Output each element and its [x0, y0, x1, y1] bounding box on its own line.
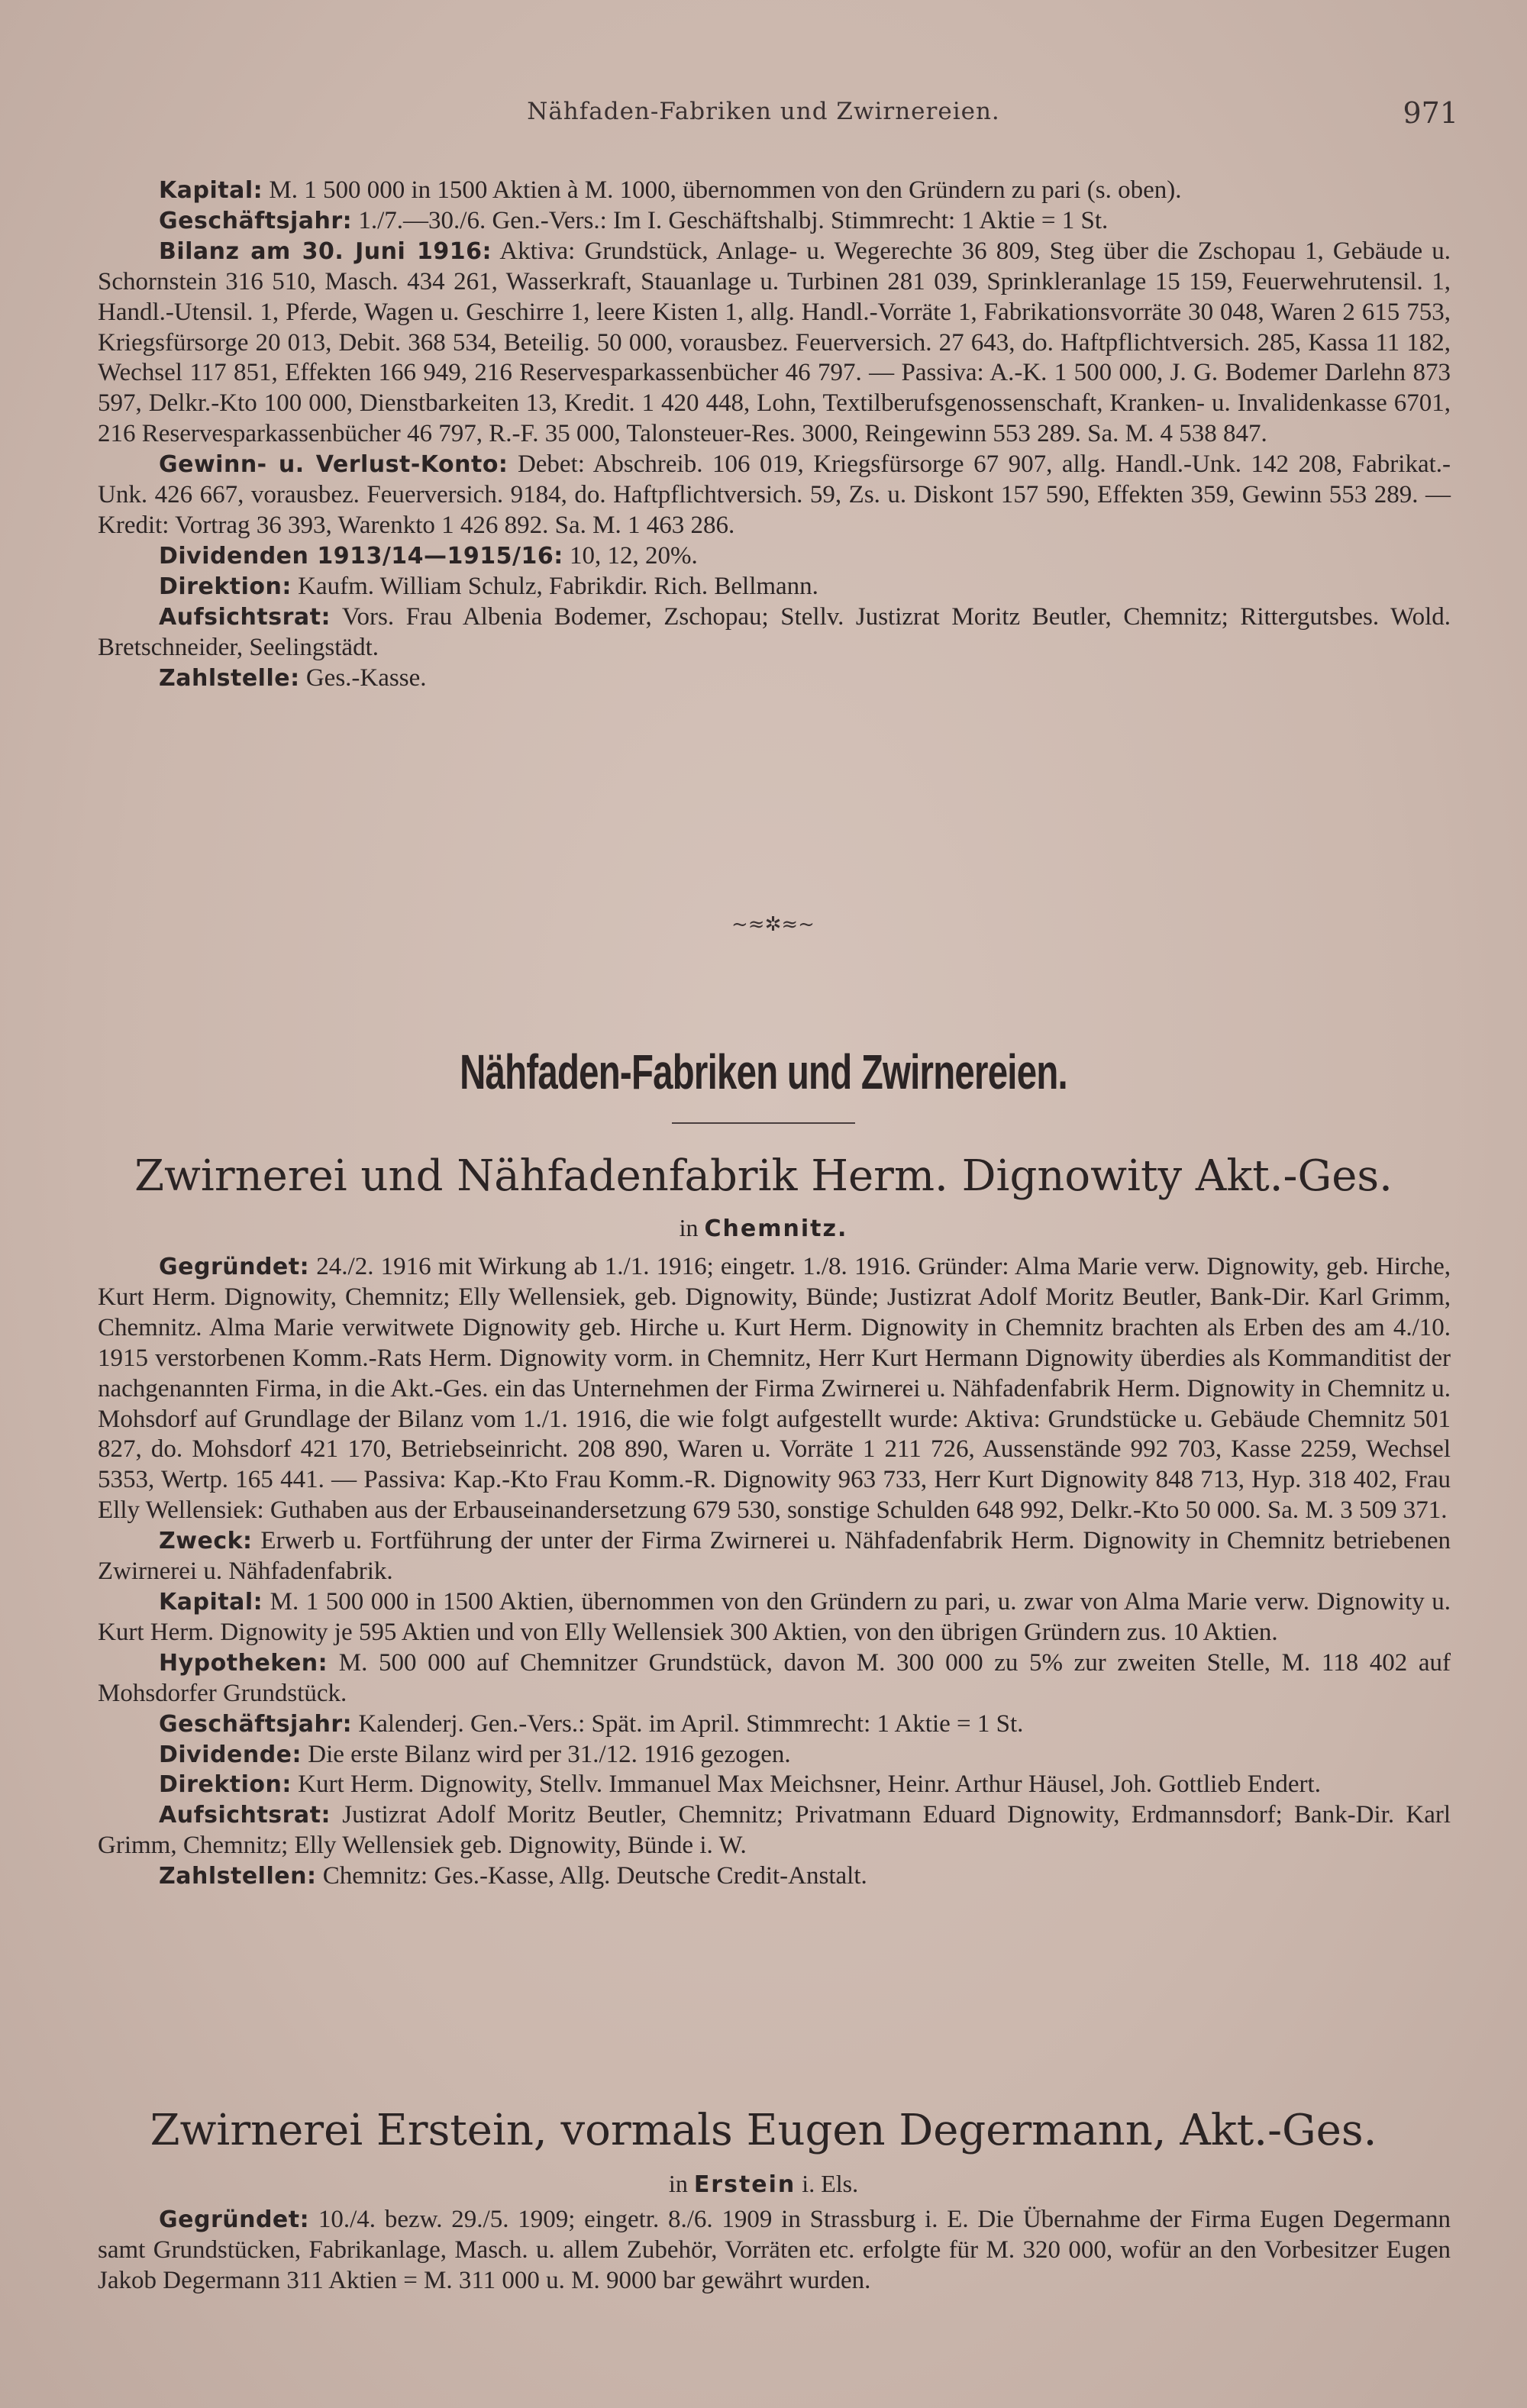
- ornament-divider: ~≈✲≈~: [731, 913, 815, 936]
- paragraph-text: 1./7.—30./6. Gen.-Vers.: Im I. Geschäftshalbj. Stimmrecht: 1 Aktie = 1 St.: [358, 206, 1109, 234]
- paragraph: [98, 2205, 1451, 2297]
- paragraph-label: Kapital:: [159, 1588, 263, 1616]
- company2-location-city: Erstein: [693, 2171, 796, 2198]
- paragraph-text: 10./4. bezw. 29./5. 1909; eingetr. 8./6. 1909 in Strassburg i. E. Die Übernahme der Firma Eugen Degermann samt Grundstücken, Fabrikanlage, Masch. u. allem Zubehör, Vorräten etc. erfolgte für M. 320 000, wofür an den Vorbesitzer Eugen Jakob Degermann 311 Aktien = M. 311 000 u. M. 9000 bar gewährt wurden.: [98, 2206, 1451, 2294]
- paragraph: [98, 206, 1451, 237]
- paragraph-text: M. 1 500 000 in 1500 Aktien à M. 1000, übernommen von den Gründern zu pari (s. oben).: [269, 176, 1182, 204]
- paragraph-text: Aktiva: Grundstück, Anlage- u. Wegerechte 36 809, Steg über die Zschopau 1, Gebäude u. Schornstein 316 510, Masch. 434 261, Wasserkraft, Stauanlage u. Turbinen 281 039, Sprinkleranlage 15 159, Feuerwehrutensil. 1, Handl.-Utensil. 1, Pferde, Wagen u. Geschirre 1, leere Kisten 1, allg. Handl.-Vorräte 1, Fabrikationsvorräte 30 048, Waren 2 615 753, Kriegsfürsorge 20 013, Debit. 368 534, Beteilig. 50 000, vorausbez. Feuerversich. 27 643, do. Haftpflichtversich. 285, Kassa 11 182, Wechsel 117 851, Effekten 166 949, 216 Reservesparkassenbücher 46 797. — Passiva: A.-K. 1 500 000, J. G. Bodemer Darlehn 873 597, Delkr.-Kto 100 000, Dienstbarkeiten 13, Kredit. 1 420 448, Lohn, Textilberufsgenossenschaft, Kranken- u. Invalidenkasse 6701, 216 Reservesparkassenbücher 46 797, R.-F. 35 000, Talonsteuer-Res. 3000, Reingewinn 553 289. Sa. M. 4 538 847.: [98, 237, 1451, 448]
- paragraph-label: Gegründet:: [159, 2206, 310, 2233]
- paragraph-label: Direktion:: [159, 573, 292, 600]
- paragraph: [98, 237, 1451, 450]
- paragraph: [98, 176, 1451, 206]
- company2-location: [0, 2170, 1527, 2198]
- paragraph-text: Ges.-Kasse.: [305, 663, 427, 692]
- company1-location-prefix: in: [679, 1214, 699, 1241]
- paragraph: [98, 572, 1451, 602]
- paragraph: [98, 1740, 1451, 1770]
- paragraph-text: 24./2. 1916 mit Wirkung ab 1./1. 1916; eingetr. 1./8. 1916. Gründer: Alma Marie verw. Dignowity, geb. Hirche, Kurt Herm. Dignowity, Chemnitz; Elly Wellensiek, geb. Dignowity, Bünde; Justizrat Adolf Moritz Beutler, Bank-Dir. Karl Grimm, Chemnitz. Alma Marie verwitwete Dignowity geb. Hirche u. Kurt Herm. Dignowity in Chemnitz brachten als Erben des am 4./10. 1915 verstorbenen Komm.-Rats Herm. Dignowity vorm. in Chemnitz, Herr Kurt Hermann Dignowity überdies als Kommanditist der nachgenannten Firma, in die Akt.-Ges. ein das Unternehmen der Firma Zwirnerei u. Nähfadenfabrik Herm. Dignowity in Chemnitz u. Mohsdorf auf Grundlage der Bilanz vom 1./1. 1916, die wie folgt aufgestellt wurde: Aktiva: Grundstücke u. Gebäude Chemnitz 501 827, do. Mohsdorf 421 170, Betriebseinricht. 208 890, Waren u. Vorräte 1 211 726, Aussenstände 992 703, Kasse 2259, Wechsel 5353, Wertp. 165 441. — Passiva: Kap.-Kto Frau Komm.-R. Dignowity 963 733, Herr Kurt Dignowity 848 713, Hyp. 318 402, Frau Elly Wellensiek: Guthaben aus der Erbauseinandersetzung 679 530, sonstige Schulden 648 992, Delkr.-Kto 50 000. Sa. M. 3 509 371.: [98, 1253, 1451, 1525]
- paragraph-text: Kalenderj. Gen.-Vers.: Spät. im April. Stimmrecht: 1 Aktie = 1 St.: [358, 1709, 1024, 1738]
- paragraph-label: Geschäftsjahr:: [159, 207, 353, 234]
- paragraph-text: Erwerb u. Fortführung der unter der Firma Zwirnerei u. Nähfadenfabrik Herm. Dignowity in Chemnitz betriebenen Zwirnerei u. Nähfadenfabrik.: [98, 1527, 1451, 1586]
- company2-body: [98, 2205, 1451, 2297]
- paragraph-text: M. 1 500 000 in 1500 Aktien, übernommen von den Gründern zu pari, u. zwar von Alma Marie verw. Dignowity u. Kurt Herm. Dignowity je 595 Aktien und von Elly Wellensiek 300 Aktien, von den übrigen Gründern zus. 10 Aktien.: [98, 1587, 1451, 1646]
- paragraph-label: Aufsichtsrat:: [159, 1802, 331, 1829]
- entry-top: [98, 176, 1451, 693]
- paragraph: [98, 1800, 1451, 1861]
- paragraph: [98, 1252, 1451, 1526]
- paragraph-text: Vors. Frau Albenia Bodemer, Zschopau; Stellv. Justizrat Moritz Beutler, Chemnitz; Rittergutsbes. Wold. Bretschneider, Seelingstädt.: [98, 602, 1451, 661]
- paragraph-label: Bilanz am 30. Juni 1916:: [159, 237, 492, 265]
- paragraph-text: Justizrat Adolf Moritz Beutler, Chemnitz; Privatmann Eduard Dignowity, Erdmannsdorf; Bank-Dir. Karl Grimm, Chemnitz; Elly Wellensiek geb. Dignowity, Bünde i. W.: [98, 1801, 1451, 1860]
- paragraph: [98, 1587, 1451, 1648]
- page-number: 971: [1403, 96, 1458, 130]
- paragraph-text: Die erste Bilanz wird per 31./12. 1916 gezogen.: [308, 1740, 791, 1768]
- paragraph: [98, 450, 1451, 541]
- paragraph-label: Zweck:: [159, 1528, 253, 1555]
- paragraph: [98, 541, 1451, 572]
- paragraph: [98, 1648, 1451, 1709]
- paragraph-text: 10, 12, 20%.: [569, 541, 698, 570]
- company2-title: Zwirnerei Erstein, vormals Eugen Degermann, Akt.-Ges.: [150, 2106, 1377, 2155]
- company1-location-city: Chemnitz.: [704, 1215, 848, 1242]
- paragraph-label: Dividenden 1913/14—1915/16:: [159, 542, 563, 570]
- paragraph-label: Dividende:: [159, 1741, 302, 1768]
- paragraph: [98, 1861, 1451, 1892]
- company1-location: [0, 1214, 1527, 1242]
- paragraph: [98, 1709, 1451, 1740]
- company1-body: [98, 1252, 1451, 1892]
- paragraph: [98, 1526, 1451, 1587]
- paragraph-label: Direktion:: [159, 1771, 292, 1799]
- paragraph-label: Gewinn- u. Verlust-Konto:: [159, 451, 508, 479]
- paragraph-text: Chemnitz: Ges.-Kasse, Allg. Deutsche Credit-Anstalt.: [322, 1862, 867, 1890]
- paragraph-text: Kurt Herm. Dignowity, Stellv. Immanuel Max Meichsner, Heinr. Arthur Häusel, Joh. Gottlieb Endert.: [298, 1770, 1321, 1799]
- paragraph: [98, 663, 1451, 694]
- paragraph-text: Kaufm. William Schulz, Fabrikdir. Rich. Bellmann.: [298, 572, 818, 600]
- paragraph-label: Aufsichtsrat:: [159, 603, 331, 631]
- paragraph: [98, 602, 1451, 663]
- paragraph: [98, 1770, 1451, 1800]
- section-title: Nähfaden-Fabriken und Zwirnereien.: [460, 1044, 1067, 1099]
- company2-location-prefix: in: [668, 2170, 688, 2197]
- paragraph-text: Debet: Abschreib. 106 019, Kriegsfürsorge 67 907, allg. Handl.-Unk. 142 208, Fabrikat.-Unk. 426 667, vorausbez. Feuerversich. 9184, do. Haftpflichtversich. 59, Zs. u. Diskont 157 590, Effekten 359, Gewinn 553 289. — Kredit: Vortrag 36 393, Warenkto 1 426 892. Sa. M. 1 463 286.: [98, 450, 1451, 539]
- paragraph-label: Gegründet:: [159, 1254, 310, 1280]
- paragraph-text: M. 500 000 auf Chemnitzer Grundstück, davon M. 300 000 zu 5% zur zweiten Stelle, M. 118 402 auf Mohsdorfer Grundstück.: [98, 1648, 1451, 1707]
- paragraph-label: Zahlstellen:: [159, 1863, 317, 1890]
- paragraph-label: Hypotheken:: [159, 1649, 328, 1677]
- company2-location-suffix: i. Els.: [802, 2170, 859, 2197]
- paragraph-label: Zahlstelle:: [159, 664, 300, 692]
- running-title: Nähfaden-Fabriken und Zwirnereien.: [527, 98, 1000, 125]
- paragraph-label: Geschäftsjahr:: [159, 1710, 353, 1738]
- company1-title: Zwirnerei und Nähfadenfabrik Herm. Dignowity Akt.-Ges.: [134, 1151, 1393, 1201]
- section-rule: [672, 1122, 855, 1124]
- paragraph-label: Kapital:: [159, 177, 263, 204]
